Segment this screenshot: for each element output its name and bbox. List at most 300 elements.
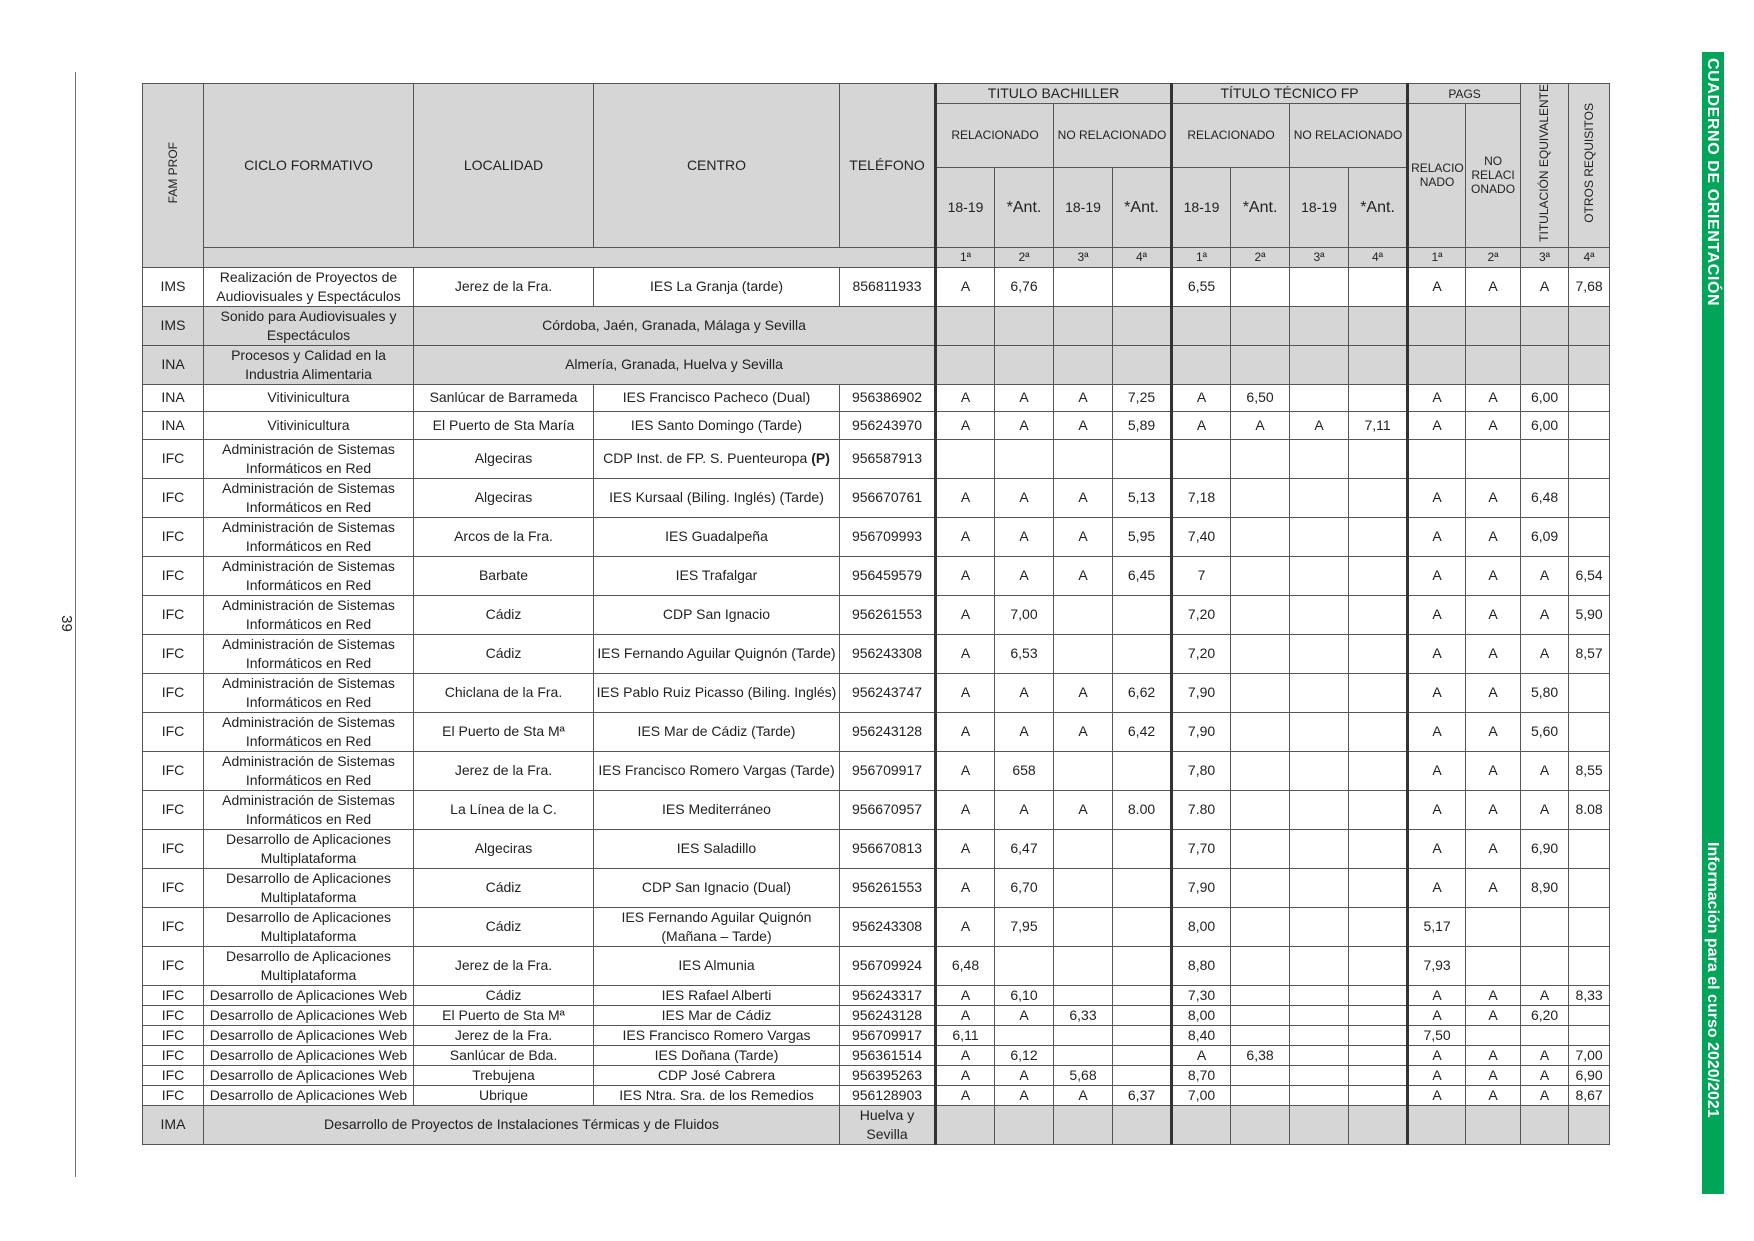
- cell-value: A: [1466, 1005, 1521, 1025]
- cell-value: 6,09: [1521, 517, 1569, 556]
- cell-value: [1054, 345, 1113, 384]
- cell-value: [1113, 829, 1172, 868]
- table-row: [143, 634, 1610, 673]
- cell-telefono: 956709917: [840, 751, 936, 790]
- cell-fam-prof: IFC: [143, 790, 204, 829]
- cell-value: A: [936, 267, 995, 306]
- cell-fam-prof: IMS: [143, 267, 204, 306]
- cell-value: 6,90: [1569, 1065, 1610, 1085]
- cell-value: A: [1408, 1045, 1466, 1065]
- cell-value: 8,00: [1172, 907, 1231, 946]
- cell-ciclo: Desarrollo de Aplicaciones Multiplataforma: [204, 868, 414, 907]
- cell-centro: IES Fernando Aguilar Quignón (Tarde): [594, 634, 840, 673]
- table-row: [143, 1025, 1610, 1045]
- cell-ciclo: Administración de Sistemas Informáticos en Red: [204, 790, 414, 829]
- cell-fam-prof: IFC: [143, 1005, 204, 1025]
- cell-ciclo: Realización de Proyectos de Audiovisuales y Espectáculos: [204, 267, 414, 306]
- cell-value: A: [1466, 1085, 1521, 1105]
- cell-fam-prof: INA: [143, 411, 204, 439]
- cell-value: A: [1466, 1065, 1521, 1085]
- cell-localidad: Cádiz: [414, 595, 594, 634]
- header-pags-relacionado: RELACIO NADO: [1408, 104, 1466, 248]
- cell-value: 6,70: [995, 868, 1054, 907]
- cell-value: [1569, 907, 1610, 946]
- cell-centro: [594, 439, 840, 478]
- cell-value: 7,95: [995, 907, 1054, 946]
- cell-value: A: [1054, 712, 1113, 751]
- cell-value: [1290, 829, 1349, 868]
- cell-value: [1113, 985, 1172, 1005]
- cell-value: [1408, 306, 1466, 345]
- cell-centro: IES Saladillo: [594, 829, 840, 868]
- cell-value: 7,00: [1569, 1045, 1610, 1065]
- cell-localidad: Algeciras: [414, 439, 594, 478]
- cell-telefono: 956395263: [840, 1065, 936, 1085]
- cell-value: A: [1054, 556, 1113, 595]
- cell-value: [1290, 712, 1349, 751]
- cell-value: [1231, 907, 1290, 946]
- header-localidad: LOCALIDAD: [414, 84, 594, 248]
- cell-value: [1290, 946, 1349, 985]
- cell-value: [1172, 345, 1231, 384]
- cell-value: 6,50: [1231, 384, 1290, 411]
- cell-fam-prof: IFC: [143, 439, 204, 478]
- cell-localidad: El Puerto de Sta Mª: [414, 712, 594, 751]
- header-tec-1819-norel: 18-19: [1290, 167, 1349, 247]
- cell-value: 6,10: [995, 985, 1054, 1005]
- cell-value: 7,20: [1172, 595, 1231, 634]
- cell-value: 7: [1172, 556, 1231, 595]
- cell-value: [1349, 1105, 1408, 1144]
- cell-value: [995, 306, 1054, 345]
- cell-value: [1290, 345, 1349, 384]
- cell-value: A: [1466, 556, 1521, 595]
- cell-centro: IES La Granja (tarde): [594, 267, 840, 306]
- cell-value: [1113, 634, 1172, 673]
- cell-value: 5,89: [1113, 411, 1172, 439]
- header-bach-ant-norel: *Ant.: [1113, 167, 1172, 247]
- cell-value: A: [1172, 1045, 1231, 1065]
- cell-value: A: [1466, 517, 1521, 556]
- cell-value: A: [1521, 790, 1569, 829]
- cell-fam-prof: IFC: [143, 1025, 204, 1045]
- cell-value: [1113, 1025, 1172, 1045]
- cell-value: [1569, 1005, 1610, 1025]
- cell-value: 7,00: [995, 595, 1054, 634]
- cell-value: [1349, 595, 1408, 634]
- cell-value: A: [1466, 868, 1521, 907]
- header-otros-requisitos: OTROS REQUISITOS: [1569, 84, 1610, 248]
- cell-value: [1113, 1005, 1172, 1025]
- cell-value: [1349, 556, 1408, 595]
- cell-value: [1349, 1065, 1408, 1085]
- cell-value: 6,48: [1521, 478, 1569, 517]
- cell-fam-prof: INA: [143, 345, 204, 384]
- cell-value: [1113, 439, 1172, 478]
- cell-value: [995, 345, 1054, 384]
- cell-value: [1113, 345, 1172, 384]
- cell-value: [1349, 790, 1408, 829]
- cell-value: 7,90: [1172, 712, 1231, 751]
- cell-fam-prof: IFC: [143, 985, 204, 1005]
- cell-value: [1113, 1065, 1172, 1085]
- cell-value: [1408, 1105, 1466, 1144]
- cell-value: [1466, 345, 1521, 384]
- table-row: [143, 517, 1610, 556]
- cell-value: [1113, 595, 1172, 634]
- cell-value: [1290, 306, 1349, 345]
- table-row: [143, 1105, 1610, 1144]
- cell-value: [1231, 1005, 1290, 1025]
- cell-value: [1231, 1025, 1290, 1045]
- cell-centro: IES Ntra. Sra. de los Remedios: [594, 1085, 840, 1105]
- table-row: [143, 868, 1610, 907]
- cell-value: A: [936, 907, 995, 946]
- cell-value: 8,57: [1569, 634, 1610, 673]
- cell-telefono: 956709993: [840, 517, 936, 556]
- cell-value: [1290, 1105, 1349, 1144]
- side-title-bottom: Información para el curso 2020/2021: [1704, 842, 1721, 1118]
- cell-fam-prof: IFC: [143, 517, 204, 556]
- cell-fam-prof: IFC: [143, 1045, 204, 1065]
- cell-value: [1349, 673, 1408, 712]
- table-row: [143, 411, 1610, 439]
- cell-value: A: [995, 712, 1054, 751]
- cell-fam-prof: IFC: [143, 595, 204, 634]
- cell-value: [1569, 384, 1610, 411]
- cell-value: [1569, 439, 1610, 478]
- cell-value: [1290, 556, 1349, 595]
- cell-value: [1231, 751, 1290, 790]
- cell-value: [1231, 478, 1290, 517]
- cell-telefono: 956709924: [840, 946, 936, 985]
- cell-value: A: [1408, 556, 1466, 595]
- cell-value: 6,38: [1231, 1045, 1290, 1065]
- cell-value: A: [995, 673, 1054, 712]
- cell-value: [1349, 907, 1408, 946]
- cell-value: [936, 306, 995, 345]
- header-pags-no-relacionado: NO RELACI ONADO: [1466, 104, 1521, 248]
- cell-value: A: [995, 1085, 1054, 1105]
- cell-localidad: La Línea de la C.: [414, 790, 594, 829]
- cell-value: A: [1408, 1005, 1466, 1025]
- cell-localidad: Jerez de la Fra.: [414, 946, 594, 985]
- cell-value: 7,30: [1172, 985, 1231, 1005]
- cell-centro: IES Guadalpeña: [594, 517, 840, 556]
- cell-value: [1290, 1065, 1349, 1085]
- cell-value: A: [1521, 634, 1569, 673]
- cell-ciclo: Procesos y Calidad en la Industria Alimentaria: [204, 345, 414, 384]
- table-row: [143, 1085, 1610, 1105]
- cell-value: A: [1408, 985, 1466, 1005]
- cell-value: [1054, 946, 1113, 985]
- cell-value: A: [1054, 673, 1113, 712]
- cell-localidad: Cádiz: [414, 907, 594, 946]
- cell-value: 6,33: [1054, 1005, 1113, 1025]
- cell-value: A: [1408, 751, 1466, 790]
- cell-telefono: 956386902: [840, 384, 936, 411]
- cell-telefono: 956128903: [840, 1085, 936, 1105]
- cell-value: [1290, 384, 1349, 411]
- priority-2: 2ª: [995, 247, 1054, 267]
- cell-value: A: [1521, 985, 1569, 1005]
- cell-value: 8,33: [1569, 985, 1610, 1005]
- cell-centro: IES Francisco Romero Vargas: [594, 1025, 840, 1045]
- cell-value: A: [1466, 673, 1521, 712]
- priority-4: 4ª: [1569, 247, 1610, 267]
- cell-value: [995, 1025, 1054, 1045]
- cell-value: 7,50: [1408, 1025, 1466, 1045]
- priority-2: 2ª: [1466, 247, 1521, 267]
- cell-ciclo: Administración de Sistemas Informáticos en Red: [204, 478, 414, 517]
- cell-value: 7,70: [1172, 829, 1231, 868]
- cell-value: [1349, 946, 1408, 985]
- header-titulo-bachiller: TITULO BACHILLER: [936, 84, 1172, 104]
- header-bach-relacionado: RELACIONADO: [936, 104, 1054, 168]
- cell-value: A: [936, 829, 995, 868]
- cell-value: [1113, 1105, 1172, 1144]
- cell-value: [1113, 306, 1172, 345]
- cell-centro: IES Doñana (Tarde): [594, 1045, 840, 1065]
- table-row: [143, 556, 1610, 595]
- header-telefono: TELÉFONO: [840, 84, 936, 248]
- cell-value: 6,47: [995, 829, 1054, 868]
- cell-value: 7,90: [1172, 673, 1231, 712]
- cell-value: [1113, 868, 1172, 907]
- cell-value: A: [1408, 478, 1466, 517]
- priority-1: 1ª: [1408, 247, 1466, 267]
- cell-centro: CDP José Cabrera: [594, 1065, 840, 1085]
- cell-value: 8.00: [1113, 790, 1172, 829]
- cell-value: A: [1408, 517, 1466, 556]
- cell-value: 6,20: [1521, 1005, 1569, 1025]
- cell-localidad: Chiclana de la Fra.: [414, 673, 594, 712]
- header-priority-row: [143, 247, 1610, 267]
- cell-telefono: 956361514: [840, 1045, 936, 1065]
- cell-ciclo: Desarrollo de Aplicaciones Web: [204, 1025, 414, 1045]
- cell-localidad: Cádiz: [414, 868, 594, 907]
- cell-value: [1231, 712, 1290, 751]
- cell-localidad: Trebujena: [414, 1065, 594, 1085]
- cell-value: A: [1466, 411, 1521, 439]
- cell-ciclo: Sonido para Audiovisuales y Espectáculos: [204, 306, 414, 345]
- cell-value: [1231, 829, 1290, 868]
- header-tec-ant-rel: *Ant.: [1231, 167, 1290, 247]
- cell-provinces: Almería, Granada, Huelva y Sevilla: [414, 345, 936, 384]
- cell-value: 5,60: [1521, 712, 1569, 751]
- table-row: [143, 712, 1610, 751]
- cell-ciclo: Desarrollo de Aplicaciones Web: [204, 1065, 414, 1085]
- cell-value: [1569, 1025, 1610, 1045]
- cell-localidad: El Puerto de Sta Mª: [414, 1005, 594, 1025]
- cell-fam-prof: IMA: [143, 1105, 204, 1144]
- cell-provinces: Córdoba, Jaén, Granada, Málaga y Sevilla: [414, 306, 936, 345]
- cell-value: A: [1521, 595, 1569, 634]
- cell-value: 7,68: [1569, 267, 1610, 306]
- left-margin-rule: [75, 72, 76, 1177]
- cell-localidad: Algeciras: [414, 478, 594, 517]
- priority-3: 3ª: [1054, 247, 1113, 267]
- cell-centro: IES Santo Domingo (Tarde): [594, 411, 840, 439]
- table-row: [143, 595, 1610, 634]
- header-titulacion-equivalente: TITULACIÓN EQUIVALENTE: [1521, 84, 1569, 248]
- cell-value: 7,93: [1408, 946, 1466, 985]
- cell-telefono: 956243747: [840, 673, 936, 712]
- cell-centro: IES Trafalgar: [594, 556, 840, 595]
- header-bach-ant-rel: *Ant.: [995, 167, 1054, 247]
- cell-value: [1054, 985, 1113, 1005]
- cell-value: [1231, 1105, 1290, 1144]
- cell-value: A: [1054, 478, 1113, 517]
- cell-value: [1569, 712, 1610, 751]
- cell-value: [1113, 751, 1172, 790]
- cell-value: A: [1408, 868, 1466, 907]
- cell-value: A: [1408, 595, 1466, 634]
- cell-value: 7,20: [1172, 634, 1231, 673]
- cell-ciclo: Administración de Sistemas Informáticos en Red: [204, 634, 414, 673]
- cell-value: A: [1466, 751, 1521, 790]
- cell-value: [1054, 1105, 1113, 1144]
- cell-value: 7,40: [1172, 517, 1231, 556]
- cell-fam-prof: IFC: [143, 478, 204, 517]
- cell-value: A: [1521, 1085, 1569, 1105]
- cell-value: [1349, 1005, 1408, 1025]
- cell-value: 8,40: [1172, 1025, 1231, 1045]
- cell-value: 6,42: [1113, 712, 1172, 751]
- centro-flag: (P): [811, 450, 830, 467]
- cell-value: [1231, 306, 1290, 345]
- cell-value: [1569, 868, 1610, 907]
- cell-value: [1349, 634, 1408, 673]
- cell-fam-prof: IMS: [143, 306, 204, 345]
- table-row: [143, 946, 1610, 985]
- table-row: [143, 751, 1610, 790]
- cell-telefono: 956670761: [840, 478, 936, 517]
- cell-value: 7,11: [1349, 411, 1408, 439]
- header-blank: [204, 247, 936, 267]
- cell-localidad: El Puerto de Sta María: [414, 411, 594, 439]
- cell-value: A: [936, 790, 995, 829]
- cell-value: A: [995, 478, 1054, 517]
- cell-value: A: [1521, 751, 1569, 790]
- cell-value: A: [936, 556, 995, 595]
- cell-telefono: 956243317: [840, 985, 936, 1005]
- cell-value: [1231, 673, 1290, 712]
- cell-ciclo: Administración de Sistemas Informáticos en Red: [204, 673, 414, 712]
- cell-value: 8,00: [1172, 1005, 1231, 1025]
- priority-3: 3ª: [1521, 247, 1569, 267]
- cell-value: A: [1466, 985, 1521, 1005]
- cell-value: [1231, 790, 1290, 829]
- cell-localidad: Cádiz: [414, 985, 594, 1005]
- cell-value: [1349, 751, 1408, 790]
- cell-value: A: [936, 1045, 995, 1065]
- cell-value: 6,00: [1521, 411, 1569, 439]
- cell-centro: IES Mar de Cádiz: [594, 1005, 840, 1025]
- cell-value: [1349, 868, 1408, 907]
- cell-fam-prof: IFC: [143, 556, 204, 595]
- cell-value: A: [995, 790, 1054, 829]
- cell-value: A: [936, 673, 995, 712]
- cell-value: 6,11: [936, 1025, 995, 1045]
- cell-value: [1231, 267, 1290, 306]
- cell-value: A: [1408, 790, 1466, 829]
- table-row: [143, 439, 1610, 478]
- cell-centro: IES Almunia: [594, 946, 840, 985]
- header-bach-1819-rel: 18-19: [936, 167, 995, 247]
- cell-value: A: [1172, 384, 1231, 411]
- cell-value: [1290, 1005, 1349, 1025]
- table-row: [143, 790, 1610, 829]
- cell-value: A: [1054, 790, 1113, 829]
- cell-ciclo: Desarrollo de Aplicaciones Multiplataforma: [204, 946, 414, 985]
- cell-value: 6,45: [1113, 556, 1172, 595]
- cell-value: A: [995, 1005, 1054, 1025]
- cell-value: [1349, 267, 1408, 306]
- cell-value: 5,80: [1521, 673, 1569, 712]
- cell-value: [1290, 634, 1349, 673]
- cell-value: A: [1408, 634, 1466, 673]
- cell-value: [1231, 1065, 1290, 1085]
- cell-localidad: Jerez de la Fra.: [414, 751, 594, 790]
- cell-value: [1231, 439, 1290, 478]
- cell-value: 6,53: [995, 634, 1054, 673]
- cell-ciclo: Administración de Sistemas Informáticos en Red: [204, 751, 414, 790]
- cell-value: [1290, 267, 1349, 306]
- table-body: [143, 267, 1610, 1144]
- cell-value: A: [1466, 790, 1521, 829]
- cell-value: [1231, 634, 1290, 673]
- cell-value: 8,55: [1569, 751, 1610, 790]
- cell-value: [1569, 829, 1610, 868]
- cell-value: A: [1408, 267, 1466, 306]
- cell-telefono: 956243308: [840, 634, 936, 673]
- cell-value: [1569, 411, 1610, 439]
- header-tec-ant-norel: *Ant.: [1349, 167, 1408, 247]
- cell-value: [1349, 1085, 1408, 1105]
- cell-value: [1290, 478, 1349, 517]
- cell-localidad: Sanlúcar de Bda.: [414, 1045, 594, 1065]
- cell-value: [1054, 829, 1113, 868]
- cell-value: A: [1408, 1085, 1466, 1105]
- cell-value: [1231, 345, 1290, 384]
- cell-telefono: 956670813: [840, 829, 936, 868]
- header-tec-no-relacionado: NO RELACIONADO: [1290, 104, 1408, 168]
- cell-value: 7,25: [1113, 384, 1172, 411]
- page-number: 39: [57, 615, 75, 632]
- cell-value: [1466, 439, 1521, 478]
- cell-value: A: [1466, 384, 1521, 411]
- cell-ciclo: Vitivinicultura: [204, 411, 414, 439]
- table-row: [143, 907, 1610, 946]
- cell-value: [1290, 790, 1349, 829]
- cell-value: A: [1408, 673, 1466, 712]
- cell-value: [1054, 1045, 1113, 1065]
- cell-ciclo: Desarrollo de Aplicaciones Web: [204, 1045, 414, 1065]
- cell-fam-prof: IFC: [143, 751, 204, 790]
- cell-value: [1466, 1105, 1521, 1144]
- cell-value: A: [936, 384, 995, 411]
- cell-fam-prof: IFC: [143, 1065, 204, 1085]
- header-pags: PAGS: [1408, 84, 1521, 104]
- cell-value: [995, 946, 1054, 985]
- cell-fam-prof: IFC: [143, 946, 204, 985]
- cell-value: 5,13: [1113, 478, 1172, 517]
- cell-value: A: [936, 712, 995, 751]
- cell-value: A: [936, 478, 995, 517]
- cell-value: [1231, 517, 1290, 556]
- cell-value: A: [936, 1085, 995, 1105]
